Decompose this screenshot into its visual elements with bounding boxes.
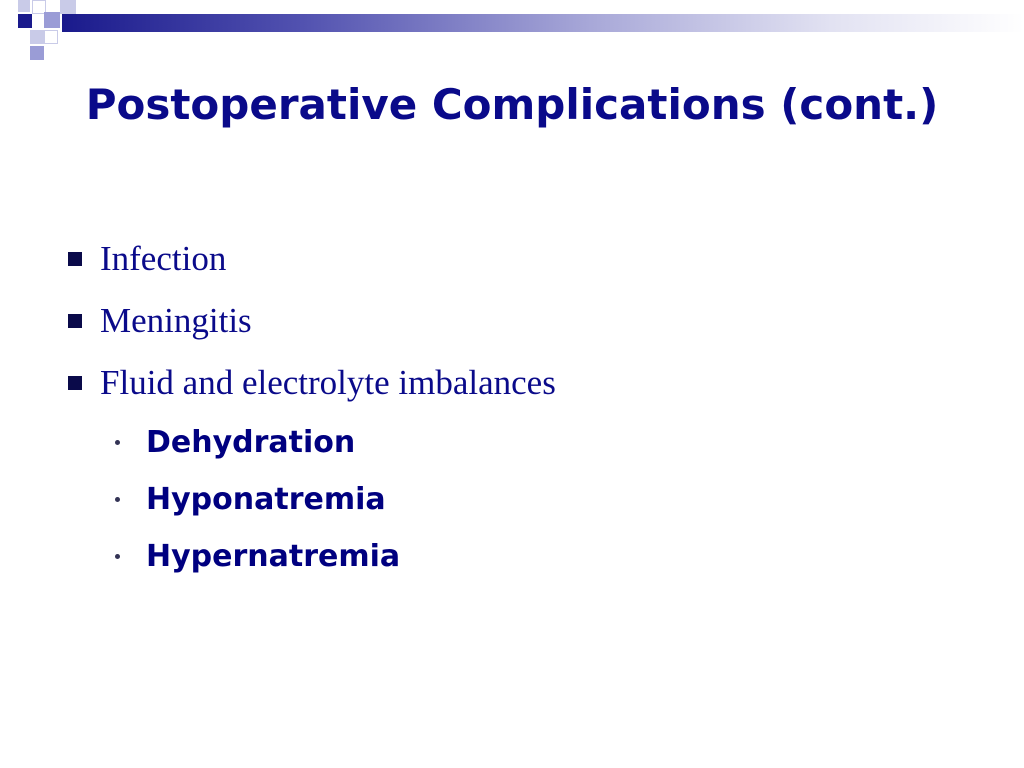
decorative-square [60,0,76,14]
decorative-square [30,30,44,44]
dot-bullet-icon [115,497,120,502]
sub-bullet-text: Dehydration [146,425,356,460]
square-bullet-icon [68,314,82,328]
decorative-square [30,46,44,60]
decorative-square [18,0,30,12]
decorative-square [18,14,32,28]
sub-bullet-list [62,414,962,585]
sub-list-item [62,471,962,528]
list-item [62,352,962,414]
sub-bullet-text: Hypernatremia [146,539,401,574]
list-item [62,290,962,352]
bullet-text: Meningitis [100,301,252,340]
bullet-text: Infection [100,239,227,278]
bullet-list [62,228,962,585]
dot-bullet-icon [115,554,120,559]
sub-list-container [62,414,962,585]
square-bullet-icon [68,252,82,266]
decorative-square [44,30,58,44]
header-gradient-bar [62,14,1024,32]
dot-bullet-icon [115,440,120,445]
decorative-square [44,12,60,28]
slide-title: Postoperative Complications (cont.) [85,80,939,129]
bullet-text: Fluid and electrolyte imbalances [100,363,556,402]
sub-list-item [62,414,962,471]
sub-list-item [62,528,962,585]
list-item [62,228,962,290]
sub-bullet-text: Hyponatremia [146,482,386,517]
square-bullet-icon [68,376,82,390]
